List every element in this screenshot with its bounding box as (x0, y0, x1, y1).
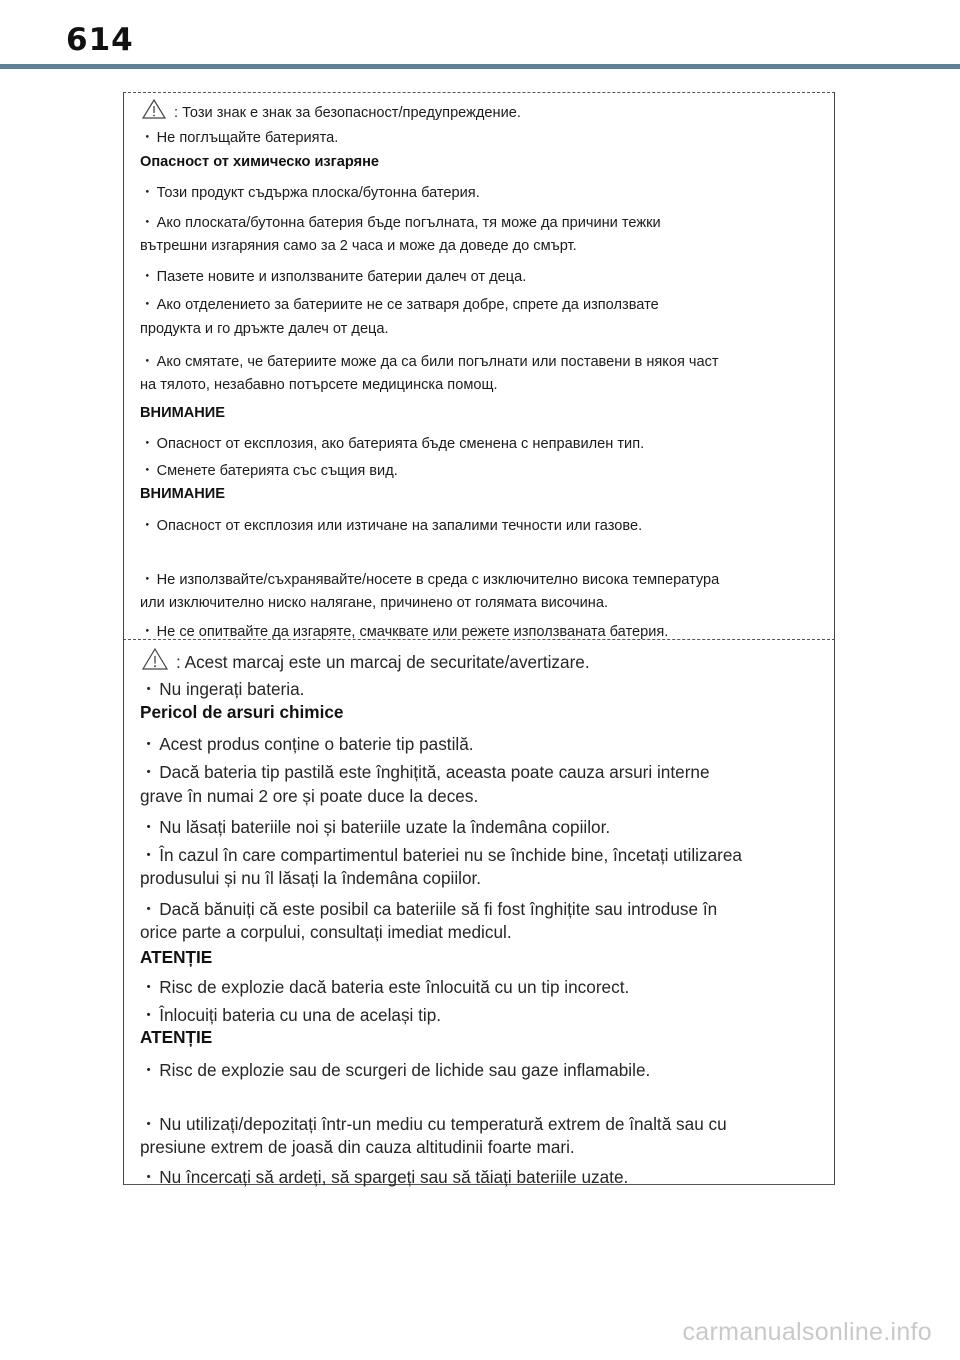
ro-line-text: Risc de explozie dacă bateria este înlocuită cu un tip incorect. (159, 977, 630, 997)
bullet-marker: ・ (140, 436, 155, 452)
bullet-marker: ・ (140, 185, 155, 201)
ro-line-text: Nu utilizați/depozitați într-un mediu cu temperatură extrem de înaltă sau cu (159, 1114, 727, 1134)
bg-line-text: Не използвайте/съхранявайте/носете в среда с изключително висока температура (156, 572, 720, 588)
header-rule (0, 64, 960, 69)
bullet-marker: ・ (140, 1005, 158, 1025)
bullet-marker: ・ (140, 354, 155, 370)
ro-line-6: grave în numai 2 ore și poate duce la deces. (140, 786, 479, 806)
bg-line-text: Пазете новите и използваните батерии далеч от деца. (156, 269, 527, 285)
ro-line-text: În cazul în care compartimentul bateriei nu se închide bine, încetați utilizarea (159, 845, 742, 865)
ro-line-text: Risc de explozie sau de scurgeri de lichide sau gaze inflamabile. (159, 1060, 651, 1080)
bg-line-17 (140, 568, 719, 589)
bg-line-4 (140, 181, 480, 202)
bg-line-text: Не се опитвайте да изгаряте, смачквате или режете използваната батерия. (156, 624, 669, 640)
ro-line-19 (140, 1163, 628, 1188)
bullet-marker: ・ (140, 1114, 158, 1134)
bg-line-text: Ако отделението за батериите не се затваря добре, спрете да използвате (156, 297, 659, 313)
ro-line-text: Nu încercați să ardeți, să spargeți sau să tăiați bateriile uzate. (159, 1167, 629, 1187)
ro-line-11: orice parte a corpului, consultați imediat medicul. (140, 922, 512, 942)
bullet-marker: ・ (140, 130, 155, 146)
bullet-marker: ・ (140, 463, 155, 479)
ro-line-8 (140, 841, 742, 866)
bg-line-18: или изключително ниско налягане, причинено от голямата височина. (140, 595, 609, 611)
bg-line-text: Този продукт съдържа плоска/бутонна батерия. (156, 185, 480, 201)
bullet-marker: ・ (140, 817, 158, 837)
ro-line-4 (140, 730, 474, 755)
bullet-marker: ・ (140, 679, 158, 699)
bg-heading-caution-1: ВНИМАНИЕ (140, 405, 226, 421)
bg-line-text: Ако плоската/бутонна батерия бъде погълната, тя може да причини тежки (156, 215, 661, 231)
ro-line-1 (140, 648, 590, 675)
bg-line-text: Опасност от експлозия, ако батерията бъде сменена с неправилен тип. (156, 436, 645, 452)
bg-line-10 (140, 350, 719, 371)
bg-line-7 (140, 265, 526, 286)
warning-triangle-icon (142, 99, 166, 123)
site-watermark: carmanualsonline.info (682, 1318, 932, 1346)
bg-heading-caution-2: ВНИМАНИЕ (140, 486, 226, 502)
bullet-marker: ・ (140, 572, 155, 588)
bullet-marker: ・ (140, 762, 158, 782)
bg-line-19 (140, 620, 668, 641)
bg-line-5 (140, 211, 661, 232)
bullet-marker: ・ (140, 1060, 158, 1080)
bullet-marker: ・ (140, 899, 158, 919)
ro-line-5 (140, 758, 710, 783)
bullet-marker: ・ (140, 977, 158, 997)
ro-line-text: : Acest marcaj este un marcaj de securitate/avertizare. (176, 652, 590, 672)
bg-line-8 (140, 293, 659, 314)
ro-line-text: Nu ingerați bateria. (159, 679, 305, 699)
bullet-marker: ・ (140, 845, 158, 865)
bg-line-13 (140, 432, 644, 453)
ro-line-17 (140, 1110, 727, 1135)
bg-line-1 (140, 99, 521, 123)
page-number: 614 (66, 22, 134, 58)
ro-line-text: Dacă bateria tip pastilă este înghițită, aceasta poate cauza arsuri interne (159, 762, 710, 782)
ro-line-14 (140, 1001, 441, 1026)
bg-line-text: Ако смятате, че батериите може да са били погълнати или поставени в някоя част (156, 354, 719, 370)
bullet-marker: ・ (140, 734, 158, 754)
bg-heading-chemical-burn: Опасност от химическо изгаряне (140, 154, 380, 170)
bullet-marker: ・ (140, 624, 155, 640)
bg-line-6: вътрешни изгаряния само за 2 часа и може да доведе до смърт. (140, 238, 577, 254)
ro-line-9: produsului și nu îl lăsați la îndemâna copiilor. (140, 868, 482, 888)
bullet-marker: ・ (140, 215, 155, 231)
bg-line-14 (140, 459, 398, 480)
ro-line-16 (140, 1056, 650, 1081)
bullet-marker: ・ (140, 518, 155, 534)
bg-line-16 (140, 514, 642, 535)
bg-line-text: Сменете батерията със същия вид. (156, 463, 398, 479)
bullet-marker: ・ (140, 1167, 158, 1187)
ro-line-13 (140, 973, 629, 998)
bg-line-text: Не поглъщайте батерията. (156, 130, 339, 146)
bullet-marker: ・ (140, 297, 155, 313)
ro-line-10 (140, 895, 717, 920)
bullet-marker: ・ (140, 269, 155, 285)
warning-triangle-icon (142, 648, 168, 675)
ro-line-2 (140, 675, 304, 700)
ro-line-text: Dacă bănuiți că este posibil ca bateriile să fi fost înghițite sau introduse în (159, 899, 718, 919)
bg-line-text: : Този знак е знак за безопасност/предупреждение. (174, 105, 521, 121)
ro-line-7 (140, 813, 610, 838)
bg-line-2 (140, 126, 338, 147)
bg-line-11: на тялото, незабавно потърсете медицинска помощ. (140, 377, 498, 393)
ro-heading-chemical-burn: Pericol de arsuri chimice (140, 702, 344, 722)
ro-line-text: Înlocuiți bateria cu una de același tip. (159, 1005, 442, 1025)
bg-line-text: Опасност от експлозия или изтичане на запалими течности или газове. (156, 518, 643, 534)
bg-line-9: продукта и го дръжте далеч от деца. (140, 321, 389, 337)
ro-line-18: presiune extrem de joasă din cauza altitudinii foarte mari. (140, 1137, 575, 1157)
ro-heading-caution-2: ATENȚIE (140, 1027, 213, 1047)
ro-line-text: Nu lăsați bateriile noi și bateriile uzate la îndemâna copiilor. (159, 817, 611, 837)
ro-heading-caution-1: ATENȚIE (140, 947, 213, 967)
ro-line-text: Acest produs conține o baterie tip pastilă. (159, 734, 474, 754)
